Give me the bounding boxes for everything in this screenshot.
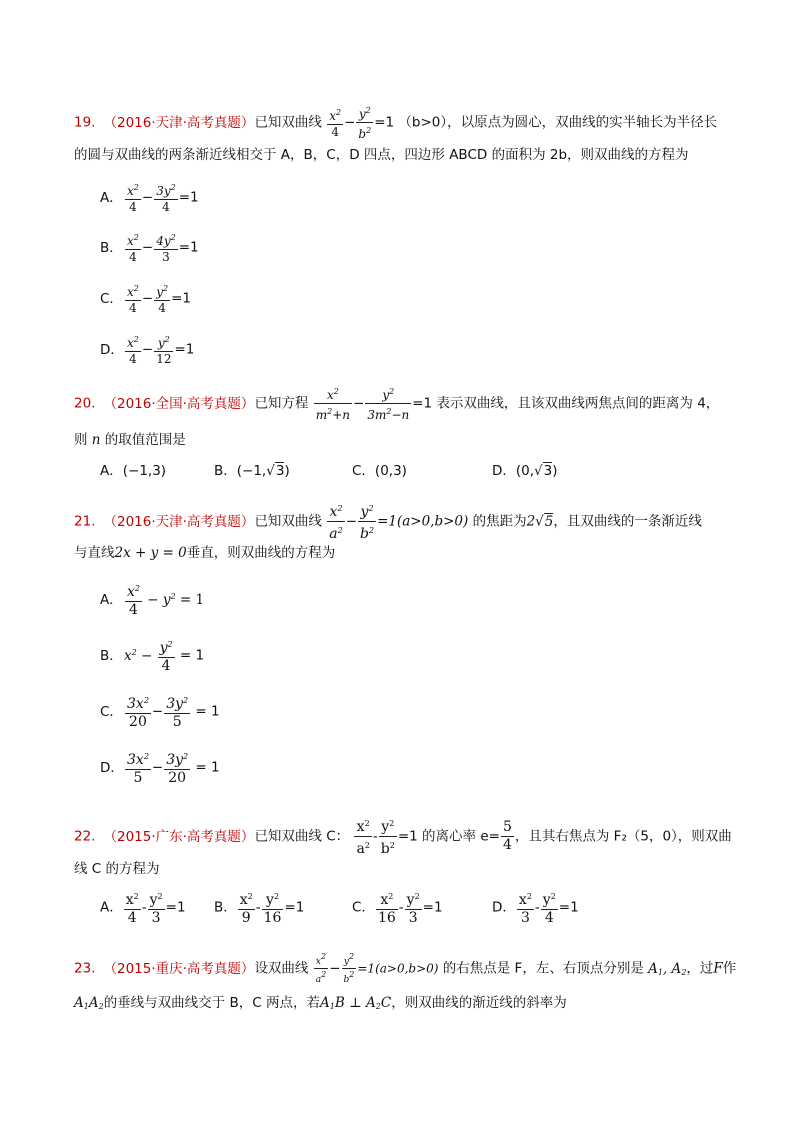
q23-stem: 23. （2015·重庆·高考真题）设双曲线 $\frac{x^2}{a^2}$ − $\frac{y^2}{b^2}$ =1(a>0,b>0) 的右焦点是 F，左、右顶点分别是 $A_1$, $A_2$，过F作 bbox=[74, 952, 737, 985]
q21-option-a[interactable]: A． $\frac{x^2}{4}$ − $y^2 = 1$ bbox=[100, 584, 205, 618]
q22-frac-x: $\frac{x^2}{a^2}$ bbox=[356, 819, 370, 857]
q19-number: 19. bbox=[74, 114, 96, 131]
q21-option-c[interactable]: C． $\frac{3x^2}{20}$ − $\frac{3y^2}{5}$ = 1 bbox=[100, 696, 220, 730]
q19-text-a: 已知双曲线 bbox=[254, 114, 322, 131]
q22-option-d[interactable]: D． $\frac{x^2}{3}$ - $\frac{y^2}{4}$ =1 bbox=[492, 892, 579, 926]
q19-option-d[interactable]: D． $\frac{x^2}{4}$ − $\frac{y^2}{12}$ =1 bbox=[100, 335, 195, 366]
q21-option-b[interactable]: B．$x^2$ − $\frac{y^2}{4}$ = 1 bbox=[100, 640, 205, 674]
q19-frac-x: $\frac{x^2}{4}$ bbox=[329, 108, 342, 139]
q22-option-a[interactable]: A． $\frac{x^2}{4}$ - $\frac{y^2}{3}$ =1 bbox=[100, 892, 186, 926]
q21-frac-y: $\frac{y^2}{b^2}$ bbox=[360, 504, 375, 542]
q21-number: 21. bbox=[74, 513, 96, 530]
q22-stem-line2: 线 C 的方程为 bbox=[74, 861, 160, 877]
q21-text-b: 的焦距为 bbox=[472, 513, 527, 530]
q20-option-c[interactable]: C．(0,3) bbox=[352, 463, 407, 479]
q23-text-c: ，过 bbox=[686, 960, 714, 977]
q19-option-b[interactable]: B． $\frac{x^2}{4}$ − $\frac{4y^2}{3}$ =1 bbox=[100, 233, 199, 264]
q20-text-a: 已知方程 bbox=[254, 395, 309, 412]
q22-number: 22. bbox=[74, 828, 96, 845]
q20-stem: 20. （2016·全国·高考真题）已知方程 $\frac{x^2}{m^2+n}$ − $\frac{y^2}{3m^2-n}$ =1 表示双曲线，且该双曲线两焦点间的距离为 4， bbox=[74, 384, 719, 423]
q20-number: 20. bbox=[74, 395, 96, 412]
q19-option-a[interactable]: A． $\frac{x^2}{4}$ − $\frac{3y^2}{4}$ =1 bbox=[100, 183, 199, 214]
q23-frac-y: $\frac{y^2}{b^2}$ bbox=[343, 952, 355, 985]
q22-frac-y: $\frac{y^2}{b^2}$ bbox=[380, 819, 395, 857]
q23-frac-x: $\frac{x^2}{a^2}$ bbox=[315, 952, 327, 985]
q20-text-b: 表示双曲线，且该双曲线两焦点间的距离为 4， bbox=[436, 395, 720, 412]
q21-option-d[interactable]: D． $\frac{3x^2}{5}$ − $\frac{3y^2}{20}$ = 1 bbox=[100, 752, 220, 786]
q20-source: （2016·全国·高考真题） bbox=[103, 395, 255, 412]
q21-frac-x: $\frac{x^2}{a^2}$ bbox=[329, 504, 343, 542]
q23-number: 23. bbox=[74, 960, 96, 977]
q20-option-d[interactable]: D．(0,√3) bbox=[492, 463, 558, 479]
q20-stem-line2: 则 n 的取值范围是 bbox=[74, 432, 186, 448]
q22-source: （2015·广东·高考真题） bbox=[103, 828, 255, 845]
q22-option-b[interactable]: B． $\frac{x^2}{9}$ - $\frac{y^2}{16}$ =1 bbox=[214, 892, 305, 926]
q21-text-c: ，且双曲线的一条渐近线 bbox=[553, 513, 702, 530]
q21-stem-line2: 与直线2x + y = 0垂直，则双曲线的方程为 bbox=[74, 545, 336, 561]
q19-text-b: （b>0），以原点为圆心，双曲线的实半轴长为半径长 bbox=[398, 114, 718, 131]
q19-source: （2016·天津·高考真题） bbox=[103, 114, 255, 131]
q19-stem-line2: 的圆与双曲线的两条渐近线相交于 A，B，C，D 四点，四边形 ABCD 的面积为 2b，则双曲线的方程为 bbox=[74, 147, 689, 163]
q21-text-a: 已知双曲线 bbox=[254, 513, 322, 530]
q22-text-b: 的离心率 e= bbox=[422, 828, 500, 845]
q19-frac-y: $\frac{y^2}{b^2}$ bbox=[358, 106, 372, 141]
q22-stem: 22. （2015·广东·高考真题）已知双曲线 C： $\frac{x^2}{a^2}$ - $\frac{y^2}{b^2}$ =1 的离心率 e= $\frac{5}{4}$ ，且其右焦点为 F₂（5，0），则双曲 bbox=[74, 815, 732, 858]
q22-text-a: 已知双曲线 C： bbox=[254, 828, 350, 845]
q20-option-b[interactable]: B．(−1,√3) bbox=[214, 463, 290, 479]
q21-source: （2016·天津·高考真题） bbox=[103, 513, 255, 530]
q23-text-d: 作 bbox=[722, 960, 737, 977]
q21-stem: 21. （2016·天津·高考真题）已知双曲线 $\frac{x^2}{a^2}$ − $\frac{y^2}{b^2}$ =1(a>0,b>0) 的焦距为2√5，且双曲线的一条渐近线 bbox=[74, 500, 702, 543]
q20-frac-y: $\frac{y^2}{3m^2-n}$ bbox=[367, 387, 410, 422]
q23-stem-line2: $A_1A_2$的垂线与双曲线交于 B，C 两点，若$A_1B$ ⊥ $A_2C$，则双曲线的渐近线的斜率为 bbox=[74, 995, 567, 1011]
q22-option-c[interactable]: C． $\frac{x^2}{16}$ - $\frac{y^2}{3}$ =1 bbox=[352, 892, 443, 926]
q20-option-a[interactable]: A．(−1,3) bbox=[100, 463, 167, 479]
q23-text-a: 设双曲线 bbox=[254, 960, 309, 977]
q23-source: （2015·重庆·高考真题） bbox=[103, 960, 255, 977]
q19-stem: 19. （2016·天津·高考真题）已知双曲线 $\frac{x^2}{4}$ − $\frac{y^2}{b^2}$ =1 （b>0），以原点为圆心，双曲线的实半轴长为半径长 bbox=[74, 103, 717, 142]
q23-text-b: 的右焦点是 F，左、右顶点分别是 bbox=[442, 960, 644, 977]
q20-frac-x: $\frac{x^2}{m^2+n}$ bbox=[315, 387, 351, 422]
q22-text-c: ，且其右焦点为 F₂（5，0），则双曲 bbox=[514, 828, 732, 845]
q19-option-c[interactable]: C． $\frac{x^2}{4}$ − $\frac{y^2}{4}$ =1 bbox=[100, 284, 191, 315]
